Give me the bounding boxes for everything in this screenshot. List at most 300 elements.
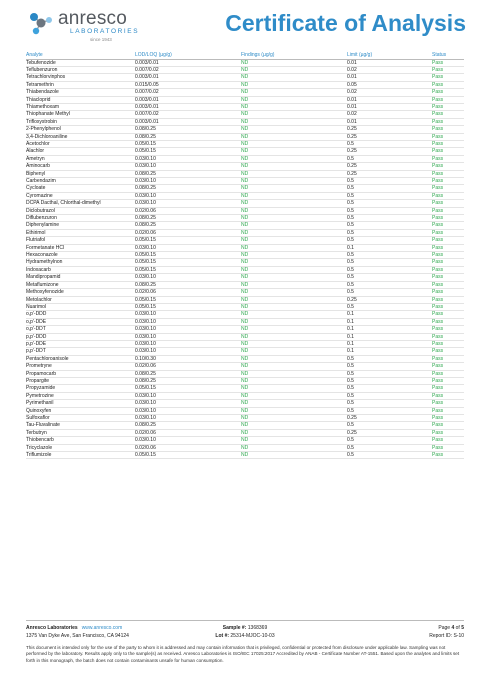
- findings-cell: ND: [241, 289, 347, 296]
- findings-cell: ND: [241, 192, 347, 199]
- analyte-cell: Flutriafol: [26, 237, 135, 244]
- status-cell: Pass: [432, 66, 464, 73]
- limit-cell: 0.25: [347, 429, 432, 436]
- findings-cell: ND: [241, 385, 347, 392]
- findings-cell: ND: [241, 96, 347, 103]
- analyte-cell: Tetrachlorvinphos: [26, 74, 135, 81]
- findings-cell: ND: [241, 407, 347, 414]
- lod-loq-cell: 0.03/0.10: [135, 274, 241, 281]
- table-row: [26, 207, 464, 214]
- analyte-cell: o,p'-DDE: [26, 318, 135, 325]
- findings-cell: ND: [241, 74, 347, 81]
- lod-loq-cell: 0.02/0.06: [135, 289, 241, 296]
- status-cell: Pass: [432, 244, 464, 251]
- lod-loq-cell: 0.02/0.06: [135, 229, 241, 236]
- page-number: 4: [451, 625, 455, 631]
- findings-cell: ND: [241, 422, 347, 429]
- status-cell: Pass: [432, 140, 464, 147]
- table-row: [26, 429, 464, 436]
- lod-loq-cell: 0.05/0.15: [135, 385, 241, 392]
- lod-loq-cell: 0.03/0.10: [135, 200, 241, 207]
- status-cell: Pass: [432, 111, 464, 118]
- page-header: [0, 0, 480, 46]
- sample-label: Sample #:: [222, 625, 247, 631]
- column-header-analyte: Analyte: [26, 51, 135, 59]
- findings-cell: ND: [241, 222, 347, 229]
- table-row: [26, 355, 464, 362]
- findings-cell: ND: [241, 66, 347, 73]
- disclaimer-text: This document is intended only for the use of the party to whom it is addressed and may contain information that is privileged, confidential or protected from disclosure under applicable law. Sampling was not performed by the laboratory. Results apply only to the sample(s) as received. Anresco Laboratories is ISO/IEC 17025:2017 Accredited by ANAB - Certificate Number AT-1551. Based upon the analytes and limits set forth in this monograph, the batch does not contain contaminants unsafe for human consumption.: [26, 645, 460, 663]
- findings-cell: ND: [241, 89, 347, 96]
- table-row: [26, 444, 464, 451]
- findings-cell: ND: [241, 326, 347, 333]
- sample-number: [26, 625, 464, 632]
- table-row: [26, 259, 464, 266]
- limit-cell: 0.1: [347, 318, 432, 325]
- limit-cell: 0.5: [347, 370, 432, 377]
- table-row: [26, 74, 464, 81]
- analyte-cell: Hydramethylnon: [26, 259, 135, 266]
- lod-loq-cell: 0.03/0.10: [135, 348, 241, 355]
- table-row: [26, 96, 464, 103]
- status-cell: Pass: [432, 59, 464, 66]
- status-cell: Pass: [432, 340, 464, 347]
- lod-loq-cell: 0.08/0.25: [135, 281, 241, 288]
- table-row: [26, 178, 464, 185]
- findings-cell: ND: [241, 311, 347, 318]
- table-row: [26, 140, 464, 147]
- limit-cell: 0.25: [347, 170, 432, 177]
- status-cell: Pass: [432, 377, 464, 384]
- analyte-cell: Quinoxyfen: [26, 407, 135, 414]
- analyte-cell: Diclobutrazol: [26, 207, 135, 214]
- limit-cell: 0.25: [347, 415, 432, 422]
- status-cell: Pass: [432, 407, 464, 414]
- limit-cell: 0.5: [347, 303, 432, 310]
- table-row: [26, 333, 464, 340]
- status-cell: Pass: [432, 281, 464, 288]
- status-cell: Pass: [432, 415, 464, 422]
- status-cell: Pass: [432, 200, 464, 207]
- lod-loq-cell: 0.02/0.06: [135, 429, 241, 436]
- lod-loq-cell: 0.03/0.10: [135, 244, 241, 251]
- limit-cell: 0.02: [347, 66, 432, 73]
- status-cell: Pass: [432, 326, 464, 333]
- column-header-lod-loq: LOD/LOQ (µg/g): [135, 51, 241, 59]
- analyte-cell: Pentachloroanisole: [26, 355, 135, 362]
- status-cell: Pass: [432, 429, 464, 436]
- analyte-cell: Ametryn: [26, 155, 135, 162]
- analyte-cell: Pymetrozine: [26, 392, 135, 399]
- table-row: [26, 296, 464, 303]
- limit-cell: 0.5: [347, 207, 432, 214]
- table-row: [26, 311, 464, 318]
- lod-loq-cell: 0.08/0.25: [135, 370, 241, 377]
- report-id: [429, 633, 464, 640]
- limit-cell: 0.5: [347, 385, 432, 392]
- lod-loq-cell: 0.03/0.10: [135, 178, 241, 185]
- lod-loq-cell: 0.03/0.10: [135, 318, 241, 325]
- analyte-cell: Cyromazine: [26, 192, 135, 199]
- limit-cell: 0.5: [347, 437, 432, 444]
- table-row: [26, 452, 464, 459]
- findings-cell: ND: [241, 348, 347, 355]
- lod-loq-cell: 0.03/0.10: [135, 392, 241, 399]
- analyte-cell: Acetochlor: [26, 140, 135, 147]
- lod-loq-cell: 0.05/0.15: [135, 303, 241, 310]
- analyte-cell: Prometryne: [26, 363, 135, 370]
- table-row: [26, 126, 464, 133]
- table-row: [26, 192, 464, 199]
- status-cell: Pass: [432, 81, 464, 88]
- findings-cell: ND: [241, 303, 347, 310]
- table-row: [26, 252, 464, 259]
- column-header-limit: Limit (µg/g): [347, 51, 432, 59]
- status-cell: Pass: [432, 392, 464, 399]
- lod-loq-cell: 0.08/0.25: [135, 215, 241, 222]
- findings-cell: ND: [241, 452, 347, 459]
- findings-cell: ND: [241, 126, 347, 133]
- table-row: [26, 422, 464, 429]
- results-table: [26, 51, 464, 459]
- status-cell: Pass: [432, 222, 464, 229]
- limit-cell: 0.1: [347, 340, 432, 347]
- table-row: [26, 237, 464, 244]
- analyte-cell: Mandipropamid: [26, 274, 135, 281]
- limit-cell: 0.5: [347, 237, 432, 244]
- limit-cell: 0.5: [347, 155, 432, 162]
- table-row: [26, 377, 464, 384]
- findings-cell: ND: [241, 140, 347, 147]
- lod-loq-cell: 0.03/0.10: [135, 340, 241, 347]
- limit-cell: 0.1: [347, 348, 432, 355]
- analyte-cell: Aminocarb: [26, 163, 135, 170]
- table-header-row: [26, 51, 464, 59]
- status-cell: Pass: [432, 215, 464, 222]
- analyte-cell: p,p'-DDD: [26, 333, 135, 340]
- lod-loq-cell: 0.05/0.15: [135, 148, 241, 155]
- lod-loq-cell: 0.003/0.01: [135, 74, 241, 81]
- limit-cell: 0.5: [347, 407, 432, 414]
- status-cell: Pass: [432, 318, 464, 325]
- analyte-cell: o,p'-DDD: [26, 311, 135, 318]
- page-title: Certificate of Analysis: [225, 10, 466, 36]
- lod-loq-cell: 0.03/0.10: [135, 400, 241, 407]
- limit-cell: 0.5: [347, 215, 432, 222]
- page-footer: [26, 620, 464, 670]
- table-row: [26, 400, 464, 407]
- lod-loq-cell: 0.03/0.10: [135, 311, 241, 318]
- lod-loq-cell: 0.03/0.10: [135, 192, 241, 199]
- analyte-cell: Carbendazim: [26, 178, 135, 185]
- table-row: [26, 155, 464, 162]
- analyte-cell: Biphenyl: [26, 170, 135, 177]
- limit-cell: 0.1: [347, 333, 432, 340]
- lod-loq-cell: 0.03/0.10: [135, 326, 241, 333]
- status-cell: Pass: [432, 178, 464, 185]
- table-row: [26, 407, 464, 414]
- findings-cell: ND: [241, 259, 347, 266]
- lod-loq-cell: 0.08/0.25: [135, 377, 241, 384]
- status-cell: Pass: [432, 333, 464, 340]
- analyte-cell: Pyrimethanil: [26, 400, 135, 407]
- table-row: [26, 163, 464, 170]
- logo-wordmark: anresco: [58, 8, 127, 29]
- limit-cell: 0.5: [347, 192, 432, 199]
- status-cell: Pass: [432, 192, 464, 199]
- status-cell: Pass: [432, 229, 464, 236]
- findings-cell: ND: [241, 185, 347, 192]
- findings-cell: ND: [241, 296, 347, 303]
- limit-cell: 0.5: [347, 274, 432, 281]
- lod-loq-cell: 0.03/0.10: [135, 415, 241, 422]
- findings-cell: ND: [241, 229, 347, 236]
- lod-loq-cell: 0.007/0.02: [135, 89, 241, 96]
- table-row: [26, 392, 464, 399]
- status-cell: Pass: [432, 385, 464, 392]
- findings-cell: ND: [241, 148, 347, 155]
- table-row: [26, 148, 464, 155]
- table-row: [26, 89, 464, 96]
- lod-loq-cell: 0.05/0.15: [135, 237, 241, 244]
- limit-cell: 0.01: [347, 103, 432, 110]
- analyte-cell: Thiamethoxam: [26, 103, 135, 110]
- table-row: [26, 118, 464, 125]
- lod-loq-cell: 0.003/0.01: [135, 59, 241, 66]
- lod-loq-cell: 0.03/0.10: [135, 163, 241, 170]
- status-cell: Pass: [432, 118, 464, 125]
- findings-cell: ND: [241, 252, 347, 259]
- findings-cell: ND: [241, 118, 347, 125]
- limit-cell: 0.25: [347, 296, 432, 303]
- limit-cell: 0.5: [347, 444, 432, 451]
- analyte-cell: Ethirimol: [26, 229, 135, 236]
- page-prefix: Page: [438, 625, 451, 631]
- status-cell: Pass: [432, 400, 464, 407]
- lod-loq-cell: 0.08/0.25: [135, 133, 241, 140]
- limit-cell: 0.5: [347, 392, 432, 399]
- status-cell: Pass: [432, 303, 464, 310]
- lod-loq-cell: 0.08/0.25: [135, 126, 241, 133]
- table-row: [26, 59, 464, 66]
- analyte-cell: Propamocarb: [26, 370, 135, 377]
- analyte-cell: Tricyclazole: [26, 444, 135, 451]
- status-cell: Pass: [432, 103, 464, 110]
- findings-cell: ND: [241, 437, 347, 444]
- findings-cell: ND: [241, 415, 347, 422]
- limit-cell: 0.25: [347, 133, 432, 140]
- lot-value: 25314-MJOC-10-03: [230, 633, 275, 639]
- company-name: Anresco Laboratories: [26, 625, 78, 631]
- table-row: [26, 326, 464, 333]
- findings-cell: ND: [241, 237, 347, 244]
- lod-loq-cell: 0.08/0.25: [135, 422, 241, 429]
- status-cell: Pass: [432, 370, 464, 377]
- analyte-cell: Indoxacarb: [26, 266, 135, 273]
- lod-loq-cell: 0.007/0.02: [135, 111, 241, 118]
- lod-loq-cell: 0.05/0.15: [135, 259, 241, 266]
- table-row: [26, 348, 464, 355]
- findings-cell: ND: [241, 103, 347, 110]
- analyte-cell: Alachlor: [26, 148, 135, 155]
- status-cell: Pass: [432, 444, 464, 451]
- limit-cell: 0.5: [347, 185, 432, 192]
- lod-loq-cell: 0.08/0.25: [135, 170, 241, 177]
- report-value: S-10: [453, 633, 464, 639]
- findings-cell: ND: [241, 178, 347, 185]
- lod-loq-cell: 0.03/0.10: [135, 155, 241, 162]
- status-cell: Pass: [432, 252, 464, 259]
- analyte-cell: Tau-Fluvalinate: [26, 422, 135, 429]
- table-body: [26, 59, 464, 459]
- findings-cell: ND: [241, 163, 347, 170]
- limit-cell: 0.5: [347, 400, 432, 407]
- limit-cell: 0.1: [347, 244, 432, 251]
- status-cell: Pass: [432, 311, 464, 318]
- analyte-cell: Tebufenozide: [26, 59, 135, 66]
- lod-loq-cell: 0.007/0.02: [135, 66, 241, 73]
- table-row: [26, 66, 464, 73]
- lod-loq-cell: 0.03/0.10: [135, 407, 241, 414]
- page-indicator: [438, 625, 464, 632]
- status-cell: Pass: [432, 296, 464, 303]
- findings-cell: ND: [241, 244, 347, 251]
- limit-cell: 0.02: [347, 111, 432, 118]
- status-cell: Pass: [432, 148, 464, 155]
- lod-loq-cell: 0.05/0.15: [135, 252, 241, 259]
- analyte-cell: Propyzamide: [26, 385, 135, 392]
- limit-cell: 0.5: [347, 178, 432, 185]
- limit-cell: 0.25: [347, 163, 432, 170]
- findings-cell: ND: [241, 215, 347, 222]
- table-row: [26, 170, 464, 177]
- limit-cell: 0.5: [347, 422, 432, 429]
- limit-cell: 0.05: [347, 81, 432, 88]
- findings-cell: ND: [241, 111, 347, 118]
- table-row: [26, 363, 464, 370]
- status-cell: Pass: [432, 133, 464, 140]
- lod-loq-cell: 0.08/0.25: [135, 222, 241, 229]
- status-cell: Pass: [432, 185, 464, 192]
- limit-cell: 0.5: [347, 355, 432, 362]
- status-cell: Pass: [432, 355, 464, 362]
- findings-cell: ND: [241, 200, 347, 207]
- report-label: Report ID:: [429, 633, 453, 639]
- analyte-cell: Thiobencarb: [26, 437, 135, 444]
- analyte-cell: Diflubenzuron: [26, 215, 135, 222]
- status-cell: Pass: [432, 289, 464, 296]
- findings-cell: ND: [241, 155, 347, 162]
- analyte-cell: 2-Phenylphenol: [26, 126, 135, 133]
- limit-cell: 0.5: [347, 266, 432, 273]
- table-row: [26, 318, 464, 325]
- lod-loq-cell: 0.015/0.05: [135, 81, 241, 88]
- table-row: [26, 340, 464, 347]
- analyte-cell: Propargite: [26, 377, 135, 384]
- analyte-cell: Thiacloprid: [26, 96, 135, 103]
- table-row: [26, 81, 464, 88]
- limit-cell: 0.5: [347, 281, 432, 288]
- findings-cell: ND: [241, 392, 347, 399]
- table-row: [26, 437, 464, 444]
- table-row: [26, 281, 464, 288]
- findings-cell: ND: [241, 355, 347, 362]
- analyte-cell: Formetanate HCl: [26, 244, 135, 251]
- findings-cell: ND: [241, 340, 347, 347]
- lod-loq-cell: 0.003/0.01: [135, 118, 241, 125]
- limit-cell: 0.1: [347, 311, 432, 318]
- lod-loq-cell: 0.05/0.15: [135, 140, 241, 147]
- analyte-cell: Terbutryn: [26, 429, 135, 436]
- table-row: [26, 266, 464, 273]
- findings-cell: ND: [241, 370, 347, 377]
- limit-cell: 0.5: [347, 222, 432, 229]
- findings-cell: ND: [241, 170, 347, 177]
- limit-cell: 0.5: [347, 377, 432, 384]
- analyte-cell: Thiabendazole: [26, 89, 135, 96]
- findings-cell: ND: [241, 59, 347, 66]
- limit-cell: 0.5: [347, 363, 432, 370]
- findings-cell: ND: [241, 274, 347, 281]
- status-cell: Pass: [432, 170, 464, 177]
- table-row: [26, 133, 464, 140]
- findings-cell: ND: [241, 333, 347, 340]
- analyte-cell: Tetramethrin: [26, 81, 135, 88]
- table-row: [26, 200, 464, 207]
- page-of: of: [455, 625, 460, 631]
- table-row: [26, 385, 464, 392]
- status-cell: Pass: [432, 155, 464, 162]
- status-cell: Pass: [432, 452, 464, 459]
- analyte-cell: Methoxyfenozide: [26, 289, 135, 296]
- table-row: [26, 215, 464, 222]
- sample-value: 1368369: [247, 625, 268, 631]
- column-header-status: Status: [432, 51, 464, 59]
- table-row: [26, 303, 464, 310]
- findings-cell: ND: [241, 266, 347, 273]
- analyte-cell: Nuarimol: [26, 303, 135, 310]
- table-row: [26, 415, 464, 422]
- findings-cell: ND: [241, 400, 347, 407]
- table-row: [26, 103, 464, 110]
- column-header-findings: Findings (µg/g): [241, 51, 347, 59]
- limit-cell: 0.5: [347, 252, 432, 259]
- analyte-cell: Hexaconazole: [26, 252, 135, 259]
- lod-loq-cell: 0.08/0.25: [135, 185, 241, 192]
- findings-cell: ND: [241, 133, 347, 140]
- analyte-cell: Trifloxystrobin: [26, 118, 135, 125]
- analyte-cell: 3,4-Dichloroaniline: [26, 133, 135, 140]
- table-row: [26, 274, 464, 281]
- limit-cell: 0.5: [347, 200, 432, 207]
- table-row: [26, 244, 464, 251]
- limit-cell: 0.5: [347, 229, 432, 236]
- limit-cell: 0.5: [347, 140, 432, 147]
- status-cell: Pass: [432, 237, 464, 244]
- findings-cell: ND: [241, 444, 347, 451]
- findings-cell: ND: [241, 207, 347, 214]
- lod-loq-cell: 0.03/0.10: [135, 437, 241, 444]
- analyte-cell: Sulfoxaflor: [26, 415, 135, 422]
- lod-loq-cell: 0.003/0.01: [135, 96, 241, 103]
- analyte-cell: Cycloate: [26, 185, 135, 192]
- status-cell: Pass: [432, 163, 464, 170]
- status-cell: Pass: [432, 89, 464, 96]
- logo-since: since 1943: [90, 37, 112, 42]
- table-row: [26, 289, 464, 296]
- company-url-link[interactable]: www.anresco.com: [81, 625, 123, 631]
- lod-loq-cell: 0.02/0.06: [135, 363, 241, 370]
